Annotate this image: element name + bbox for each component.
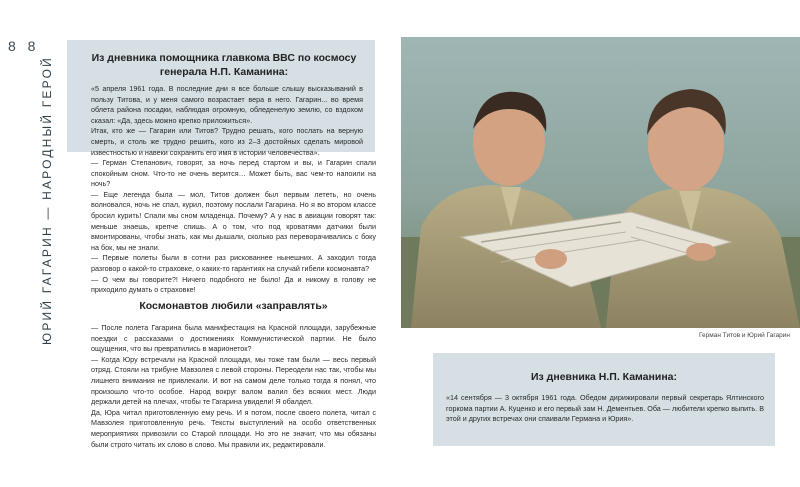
photo-titov-gagarin xyxy=(401,37,800,328)
section-heading: Космонавтов любили «заправлять» xyxy=(139,300,328,312)
diary-quote-bottom: «14 сентября — 3 октября 1961 года. Обедом дирижировали первый секретарь Ялтинского горкома партии А. Куценко и его первый зам Н. Дементьев. Оба — любители крепко выпить. В этой и других встречах они спаивали Германа и Юрия». xyxy=(446,393,764,424)
photo-caption: Герман Титов и Юрий Гагарин xyxy=(698,332,790,339)
diary-heading-bottom: Из дневника Н.П. Каманина: xyxy=(531,371,677,383)
running-title: ЮРИЙ ГАГАРИН — НАРОДНЫЙ ГЕРОЙ xyxy=(40,56,54,345)
diary-quote-top: «5 апреля 1961 года. В последние дни я все больше слышу высказываний в пользу Титова, и у меня самого возрастает вера в него. Гагарин... во время облета района посадки, наблюдая огромную, обледенелую землю, со вздохом сказал: «Да, здесь можно крепко приложиться». Итак, кто же — Гагарин или Титов? Трудно решать, кого послать на верную смерть, и столь же трудно решить, кого из 2–3 достойных сделать мировой известностью и навеки сохранить его имя в истории человечества». xyxy=(91,84,363,157)
diary-heading-top: Из дневника помощника главкома ВВС по космосу генерала Н.П. Каманина: xyxy=(91,52,357,78)
interview-text-2: — После полета Гагарина была манифестация на Красной площади, зарубежные поездки с рассказами о достижениях Коммунистической партии. Не было ощущения, что вы превратились в марионеток? — Когда Юру встречали на Красной площади, мы тоже там были — весь первый отряд. Стояли на трибуне Мавзолея с левой стороны. Переодели нас так, чтобы мы лишнего внимания не привлекали. И вот на самом деле только тогда я понял, что произошло что-то особое. Народ вокруг валом валил без всяких мест. Люди держали детей на плечах, чтобы те Гагарина увидели! Я обалдел. Да, Юра читал приготовленную ему речь. И я потом, после своего полета, читал с Мавзолея приготовленную речь. Тексты выступлений на особо ответственных мероприятиях привозили со Старой площади. Но это не значит, что мы обязаны были строго читать их слово в слово. Мы правили их, редактировали. xyxy=(91,323,376,449)
interview-text-1: — Герман Степанович, говорят, за ночь перед стартом и вы, и Гагарин спали спокойным сном. Что-то не очень верится… Может быть, вас чем-то напоили на ночь? — Еще легенда была — мол, Титов должен был первым лететь, но очень волновался, ночь не спал, курил, поэтому послали Гагарина. Но я во втором классе бросил курить! Спали мы сном младенца. Почему? А у нас в авиации говорят так: меньше знаешь, крепче спишь. А о том, что под кроватями датчики были вмонтированы, чтобы знать, как мы дышали, сколько раз переворачивались с боку на бок, мы не знали. — Первые полеты были в сотни раз рискованнее нынешних. А заходил тогда разговор о какой-то страховке, о каких-то гарантиях на случай гибели космонавта? — О чем вы говорите?! Ничего подобного не было! Да и никому в голову не приходило думать о страховке! xyxy=(91,158,376,295)
page-number: 8 8 xyxy=(8,38,40,54)
